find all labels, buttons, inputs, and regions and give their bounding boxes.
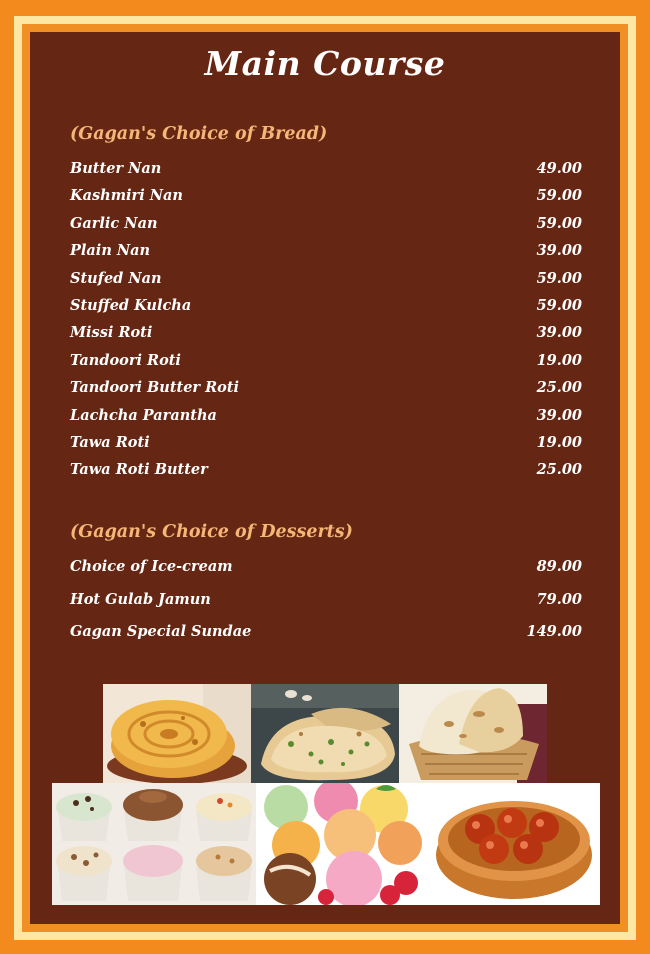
item-price: 49.00: [536, 160, 582, 177]
item-name: Missi Roti: [70, 324, 153, 342]
item-price: 25.00: [536, 461, 582, 479]
item-name: Stufed Nan: [70, 269, 162, 287]
item-name: Butter Nan: [70, 160, 162, 177]
item-price: 59.00: [536, 187, 582, 205]
menu-item: [70, 297, 582, 324]
menu-item: [70, 623, 582, 656]
menu-item: [70, 591, 582, 624]
item-price: 39.00: [536, 242, 582, 260]
menu-item: [70, 324, 582, 351]
item-name: Tawa Roti: [70, 433, 150, 451]
item-name: Kashmiri Nan: [70, 187, 183, 205]
bread-item-list: [70, 160, 582, 489]
menu-item: [70, 160, 582, 187]
item-name: Lachcha Parantha: [70, 406, 217, 424]
ice-cream-cups-photo: [52, 783, 256, 905]
menu-item: [70, 407, 582, 434]
item-name: Stuffed Kulcha: [70, 296, 192, 314]
item-price: 25.00: [536, 379, 582, 397]
item-name: Hot Gulab Jamun: [70, 590, 211, 608]
menu-item: [70, 270, 582, 297]
naan-basket-photo: [399, 684, 547, 783]
menu-item: [70, 434, 582, 461]
item-name: Choice of Ice-cream: [70, 558, 233, 575]
item-price: 19.00: [536, 351, 582, 369]
item-price: 149.00: [526, 623, 582, 640]
paratha-photo: [103, 684, 251, 783]
menu-item: [70, 461, 582, 488]
menu-item: [70, 352, 582, 379]
item-price: 19.00: [536, 433, 582, 451]
menu-item: [70, 215, 582, 242]
item-name: Tandoori Butter Roti: [70, 379, 240, 397]
item-name: Tandoori Roti: [70, 351, 181, 369]
page-title: Main Course: [204, 44, 446, 83]
item-price: 79.00: [536, 590, 582, 608]
garlic-nan-photo: [251, 684, 399, 783]
menu-item: [70, 242, 582, 269]
bread-section-heading: (Gagan's Choice of Bread): [70, 124, 328, 144]
item-price: 39.00: [536, 406, 582, 424]
item-price: 39.00: [536, 324, 582, 342]
menu-item: [70, 187, 582, 214]
item-name: Gagan Special Sundae: [70, 623, 252, 640]
item-name: Tawa Roti Butter: [70, 461, 208, 479]
item-price: 59.00: [536, 296, 582, 314]
gulab-jamun-photo: [424, 783, 600, 905]
menu-item: [70, 558, 582, 591]
item-name: Garlic Nan: [70, 214, 158, 232]
desserts-item-list: [70, 558, 582, 656]
item-price: 59.00: [536, 269, 582, 287]
item-name: Plain Nan: [70, 242, 151, 260]
ice-cream-scoops-photo: [256, 783, 424, 905]
menu-item: [70, 379, 582, 406]
desserts-section-heading: (Gagan's Choice of Desserts): [70, 522, 353, 542]
item-price: 89.00: [536, 558, 582, 575]
item-price: 59.00: [536, 214, 582, 232]
